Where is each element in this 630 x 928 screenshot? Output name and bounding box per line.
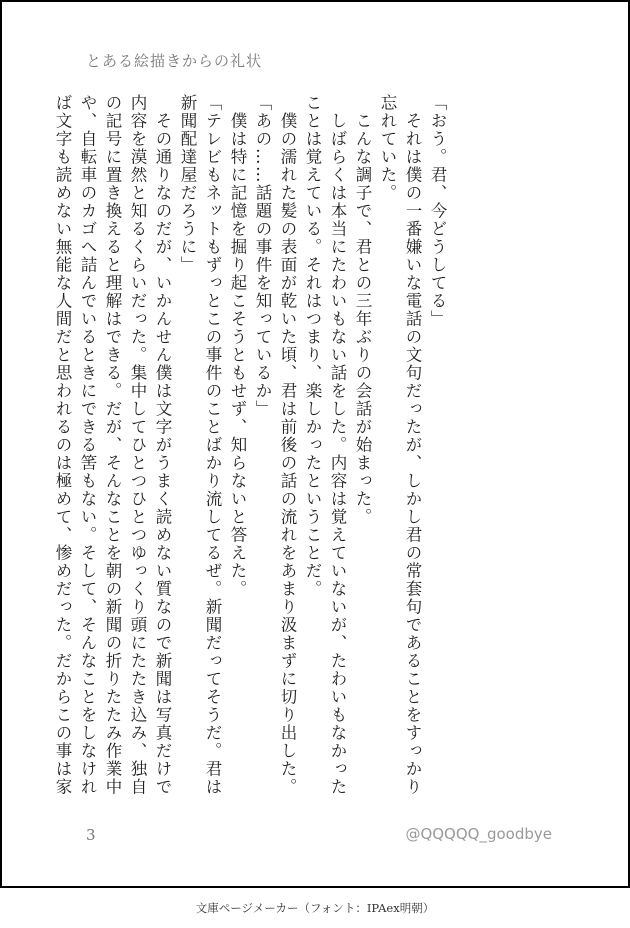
text-line: 「テレビもネットもずっとこの事件のことばかり流してるぜ。新聞だってそうだ。君は [203, 94, 222, 796]
text-line: 僕の濡れた髪の表面が乾いた頃、君は前後の話の流れをあまり汲まずに切り出した。 [278, 94, 297, 796]
text-line: や、自転車のカゴへ詰んでいるときにできる筈もない。そして、そんなことをしなけれ [78, 94, 97, 796]
generator-credit: 文庫ページメーカー（フォント：IPAex明朝） [195, 901, 435, 915]
text-line: 「おう。君、今どうしてる」 [428, 94, 447, 328]
vertical-body-text [53, 94, 450, 806]
text-line: 僕は特に記憶を掘り起こそうともせず、知らないと答えた。 [228, 94, 247, 598]
text-line: しばらくは本当にたわいもない話をした。内容は覚えていないが、たわいもなかった [328, 94, 347, 796]
text-line: ことは覚えている。それはつまり、楽しかったということだ。 [303, 94, 322, 598]
text-line: 忘れていた。 [378, 94, 397, 202]
text-line: ば文字も読めない無能な人間だと思われるのは極めて、惨めだった。だからこの事は家 [53, 94, 72, 796]
text-line: 内容を漠然と知るくらいだった。集中してひとつひとつゆっくり頭にたたき込み、独自 [128, 94, 147, 796]
text-line: それは僕の一番嫌いな電話の文句だったが、しかし君の常套句であることをすっかり [403, 94, 422, 796]
text-line: の記号に置き換えると理解はできる。だが、そんなことを朝の新聞の折りたたみ作業中 [103, 94, 122, 796]
text-line: 新聞配達屋だろうに」 [178, 94, 197, 274]
text-line: こんな調子で、君との三年ぶりの会話が始まった。 [353, 94, 372, 526]
author-handle: @QQQQQ_goodbye [405, 825, 552, 843]
book-title: とある絵描きからの礼状 [86, 52, 263, 70]
text-line: 「あの……話題の事件を知っているか」 [253, 94, 272, 418]
text-line: その通りなのだが、いかんせん僕は文字がうまく読めない質なので新聞は写真だけで [153, 94, 172, 796]
page-number: 3 [86, 826, 96, 844]
